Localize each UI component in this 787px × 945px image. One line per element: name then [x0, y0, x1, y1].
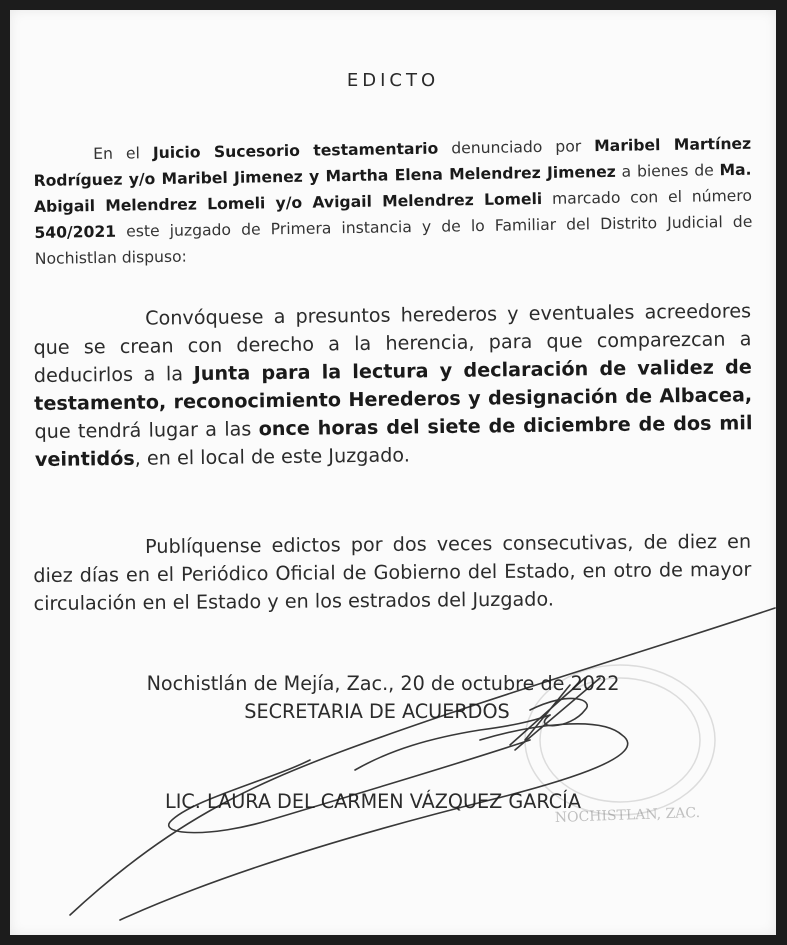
court-stamp: [525, 665, 715, 815]
stamp-text: NOCHISTLAN, ZAC.: [554, 804, 701, 826]
case-type: Juicio Sucesorio testamentario: [152, 139, 439, 163]
signature-and-stamp: [10, 10, 776, 935]
paragraph-publication: Publíquense edictos por dos veces consecutivas, de diez en diez días en el Periódico Oficial de Gobierno del Estado, en otro de mayor circulación en el Estado y en los estrados del Juzgado.: [33, 529, 752, 615]
deceased-name: Ma. Abigail Melendrez Lomeli y/o Avigail Melendrez Lomeli: [33, 160, 752, 216]
signatory-name: LIC. LAURA DEL CARMEN VÁZQUEZ GARCÍA: [165, 790, 581, 813]
paragraph-summons: Convóquese a presuntos herederos y eventuales acreedores que se crean con derecho a la herencia, para que comparezcan a deducirlos a la Junta para la lectura y declaración de validez de testamento, reconocimiento Herederos y designación de Albacea, que tendrá lugar a las once horas del siete de diciembre de dos mil veintidós, en el local de este Juzgado.: [33, 299, 753, 471]
case-number: 540/2021: [34, 222, 117, 242]
signatory-role: SECRETARIA DE ACUERDOS: [244, 700, 510, 723]
claimants: Maribel Martínez Rodríguez y/o Maribel Jimenez y Martha Elena Melendrez Jimenez: [33, 134, 752, 190]
document-page: [10, 10, 776, 935]
hearing-datetime: once horas del siete de diciembre de dos mil veintidós: [34, 411, 753, 471]
hearing-purpose: Junta para la lectura y declaración de validez de testamento, reconocimiento Herederos y designación de Albacea,: [34, 355, 753, 415]
paragraph-intro: En el Juicio Sucesorio testamentario denunciado por Maribel Martínez Rodríguez y/o Maribel Jimenez y Martha Elena Melendrez Jimenez a bienes de Ma. Abigail Melendrez Lomeli y/o Avigail Melendrez Lomeli marcado con el número 540/2021 este juzgado de Primera instancia y de lo Familiar del Distrito Judicial de Nochistlan dispuso:: [33, 134, 753, 268]
handwritten-signature: [70, 608, 775, 920]
document-title: EDICTO: [346, 70, 440, 91]
place-date: Nochistlán de Mejía, Zac., 20 de octubre de 2022: [146, 672, 620, 695]
